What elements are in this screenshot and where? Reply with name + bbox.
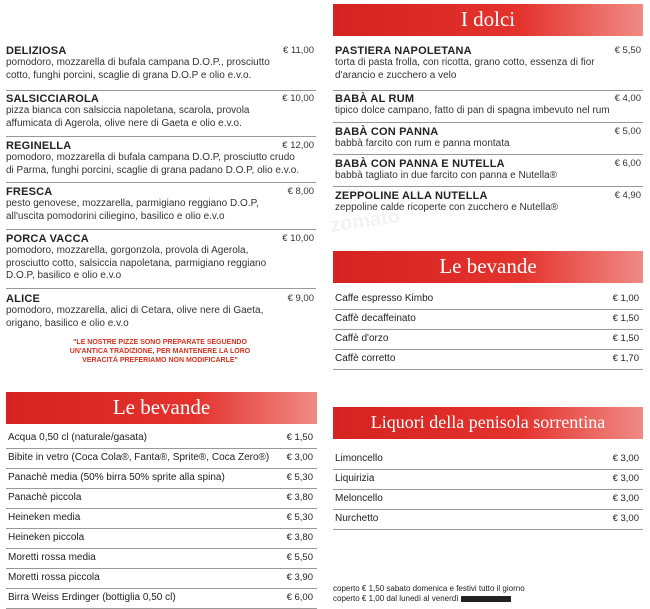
pizza-description: pizza bianca con salsiccia napoletana, scarola, provola bbox=[6, 105, 250, 116]
drink-name: Panachè media (50% birra 50% sprite alla spina) bbox=[8, 472, 225, 483]
pizza-price: € 10,00 bbox=[282, 93, 314, 104]
dessert-item bbox=[335, 93, 643, 118]
dessert-description: zeppoline calde ricoperte con zucchero e Nutella® bbox=[335, 202, 559, 213]
coffee-row bbox=[333, 349, 643, 370]
liqueur-name: Meloncello bbox=[335, 493, 383, 504]
item-separator bbox=[333, 154, 643, 155]
coffee-name: Caffè d'orzo bbox=[335, 333, 389, 344]
dessert-item bbox=[335, 126, 643, 151]
pizza-name: SALSICCIAROLA bbox=[6, 93, 100, 105]
pizza-name: PORCA VACCA bbox=[6, 233, 89, 245]
pizza-price: € 11,00 bbox=[283, 45, 314, 56]
pizza-description: affumicata di Agerola, olive nere di Gaeta e olio e.v.o. bbox=[6, 117, 242, 129]
drink-price: € 3,00 bbox=[286, 452, 313, 463]
dessert-description: torta di pasta frolla, con ricotta, grano cotto, essenza di fior bbox=[335, 57, 595, 68]
note-line: UN'ANTICA TRADIZIONE, PER MANTENERE LA LORO bbox=[69, 348, 251, 355]
pizza-name: DELIZIOSA bbox=[6, 45, 67, 57]
pizza-description: all'uscita pomodorini ciliegino, basilico e olio e.v.o bbox=[6, 210, 225, 222]
coffee-name: Caffe espresso Kimbo bbox=[335, 293, 434, 304]
drink-name: Heineken media bbox=[8, 512, 81, 523]
watermark: zomato bbox=[328, 205, 402, 237]
dessert-name: PASTIERA NAPOLETANA bbox=[335, 45, 472, 57]
pizza-description: pomodoro, mozzarella di bufala campana D.O.P., prosciutto bbox=[6, 57, 270, 68]
bevande-banner: Le bevande bbox=[6, 392, 317, 424]
item-separator bbox=[6, 288, 316, 289]
drink-row bbox=[6, 548, 317, 569]
drink-price: € 3,80 bbox=[286, 532, 313, 543]
pizza-name: REGINELLA bbox=[6, 140, 72, 152]
dessert-description: d'arancio e zucchero a velo bbox=[335, 69, 457, 81]
drink-row bbox=[6, 488, 317, 509]
dessert-price: € 5,50 bbox=[614, 45, 641, 56]
pizza-price: € 12,00 bbox=[282, 140, 314, 151]
drink-price: € 3,90 bbox=[286, 572, 313, 583]
drink-row bbox=[6, 508, 317, 529]
cover-line: coperto € 1,00 dal lunedì al venerdì bbox=[333, 594, 525, 604]
dolci-banner: I dolci bbox=[333, 4, 643, 36]
pizza-description: prosciutto cotto, salsiccia napoletana, parmigiano reggiano bbox=[6, 257, 267, 269]
item-separator bbox=[6, 182, 316, 183]
drink-price: € 5,30 bbox=[286, 472, 313, 483]
drink-name: Bibite in vetro (Coca Cola®, Fanta®, Sprite®, Coca Zero®) bbox=[8, 452, 270, 463]
pizza-item bbox=[6, 186, 316, 223]
pizza-item bbox=[6, 233, 316, 283]
dessert-name: ZEPPOLINE ALLA NUTELLA bbox=[335, 190, 488, 202]
drink-name: Moretti rossa media bbox=[8, 552, 96, 563]
drink-price: € 5,50 bbox=[286, 552, 313, 563]
dessert-name: BABÀ CON PANNA bbox=[335, 126, 439, 138]
item-separator bbox=[6, 229, 316, 230]
dessert-price: € 4,90 bbox=[614, 190, 641, 201]
drink-row bbox=[6, 428, 317, 449]
drink-price: € 3,80 bbox=[286, 492, 313, 503]
liqueur-price: € 3,00 bbox=[612, 473, 639, 484]
pizza-item bbox=[6, 93, 316, 130]
item-separator bbox=[333, 122, 643, 123]
pizza-description: pomodoro, mozzarella, alici di Cetara, olive nere di Gaeta, bbox=[6, 305, 264, 316]
liqueur-price: € 3,00 bbox=[612, 493, 639, 504]
pizza-item bbox=[6, 293, 316, 330]
coffee-price: € 1,50 bbox=[612, 333, 639, 344]
drink-row bbox=[6, 568, 317, 589]
dessert-price: € 6,00 bbox=[614, 158, 641, 169]
dessert-description: babbà farcito con rum e panna montata bbox=[335, 138, 510, 149]
drink-name: Moretti rossa piccola bbox=[8, 572, 100, 583]
liqueur-row bbox=[333, 509, 643, 530]
pizza-description: pomodoro, mozzarella, gorgonzola, provola di Agerola, bbox=[6, 245, 249, 256]
dessert-item bbox=[335, 158, 643, 183]
liqueur-name: Liquirizia bbox=[335, 473, 375, 484]
drink-row bbox=[6, 468, 317, 489]
drink-name: Acqua 0,50 cl (naturale/gasata) bbox=[8, 432, 147, 443]
cover-charge bbox=[333, 584, 525, 604]
note-line: "LE NOSTRE PIZZE SONO PREPARATE SEGUENDO bbox=[73, 339, 247, 346]
coffee-row bbox=[333, 289, 643, 310]
item-separator bbox=[6, 90, 316, 91]
bevande-banner-right: Le bevande bbox=[333, 251, 643, 283]
coffee-name: Caffè corretto bbox=[335, 353, 396, 364]
item-separator bbox=[333, 90, 643, 91]
drink-price: € 1,50 bbox=[286, 432, 313, 443]
coffee-price: € 1,50 bbox=[612, 313, 639, 324]
liqueur-price: € 3,00 bbox=[612, 453, 639, 464]
pizza-name: ALICE bbox=[6, 293, 40, 305]
pizza-description: pesto genovese, mozzarella, parmigiano reggiano D.O.P, bbox=[6, 198, 259, 209]
pizza-name: FRESCA bbox=[6, 186, 53, 198]
coffee-row bbox=[333, 329, 643, 350]
pizza-description: cotto, funghi porcini, scaglie di grana D.O.P e olio e.v.o. bbox=[6, 69, 252, 81]
note-line: VERACITÀ PREFERIAMO NON MODIFICARLE" bbox=[82, 357, 238, 364]
cover-line: coperto € 1,50 sabato domenica e festivi tutto il giorno bbox=[333, 584, 525, 593]
dessert-description: tipico dolce campano, fatto di pan di spagna imbevuto nel rum bbox=[335, 105, 610, 116]
liqueur-row bbox=[333, 449, 643, 470]
tradition-note bbox=[30, 338, 290, 365]
item-separator bbox=[333, 186, 643, 187]
pizza-item bbox=[6, 45, 316, 82]
item-separator bbox=[6, 136, 316, 137]
pizza-description: pomodoro, mozzarella di bufala campana D.O.P, prosciutto crudo bbox=[6, 152, 295, 163]
liqueur-price: € 3,00 bbox=[612, 513, 639, 524]
dessert-item bbox=[335, 45, 643, 82]
drink-row bbox=[6, 588, 317, 609]
coffee-row bbox=[333, 309, 643, 330]
liqueur-name: Nurchetto bbox=[335, 513, 379, 524]
dessert-description: babbà tagliato in due farcito con panna e Nutella® bbox=[335, 170, 557, 181]
redacted-mark bbox=[461, 596, 511, 602]
liquori-banner: Liquori della penisola sorrentina bbox=[333, 407, 643, 439]
drink-name: Panachè piccola bbox=[8, 492, 82, 503]
dessert-price: € 5,00 bbox=[614, 126, 641, 137]
drink-name: Birra Weiss Erdinger (bottiglia 0,50 cl) bbox=[8, 592, 176, 603]
coffee-price: € 1,00 bbox=[612, 293, 639, 304]
dessert-name: BABÀ AL RUM bbox=[335, 93, 415, 105]
pizza-price: € 8,00 bbox=[287, 186, 314, 197]
drink-price: € 5,30 bbox=[286, 512, 313, 523]
liqueur-row bbox=[333, 469, 643, 490]
pizza-description: di Parma, funghi porcini, scaglie di grana padano D.O.P, olio e.v.o. bbox=[6, 164, 300, 176]
drink-name: Heineken piccola bbox=[8, 532, 85, 543]
liqueur-name: Limoncello bbox=[335, 453, 383, 464]
pizza-description: D.O.P, basilico e olio e.v.o bbox=[6, 270, 122, 281]
dessert-price: € 4,00 bbox=[614, 93, 641, 104]
coffee-price: € 1,70 bbox=[612, 353, 639, 364]
drink-row bbox=[6, 528, 317, 549]
pizza-item bbox=[6, 140, 316, 177]
pizza-price: € 10,00 bbox=[282, 233, 314, 244]
liqueur-row bbox=[333, 489, 643, 510]
coffee-name: Caffè decaffeinato bbox=[335, 313, 416, 324]
drink-price: € 6,00 bbox=[286, 592, 313, 603]
drink-row bbox=[6, 448, 317, 469]
pizza-price: € 9,00 bbox=[287, 293, 314, 304]
pizza-description: origano, basilico e olio e.v.o bbox=[6, 317, 129, 329]
dessert-name: BABÀ CON PANNA E NUTELLA bbox=[335, 158, 505, 170]
